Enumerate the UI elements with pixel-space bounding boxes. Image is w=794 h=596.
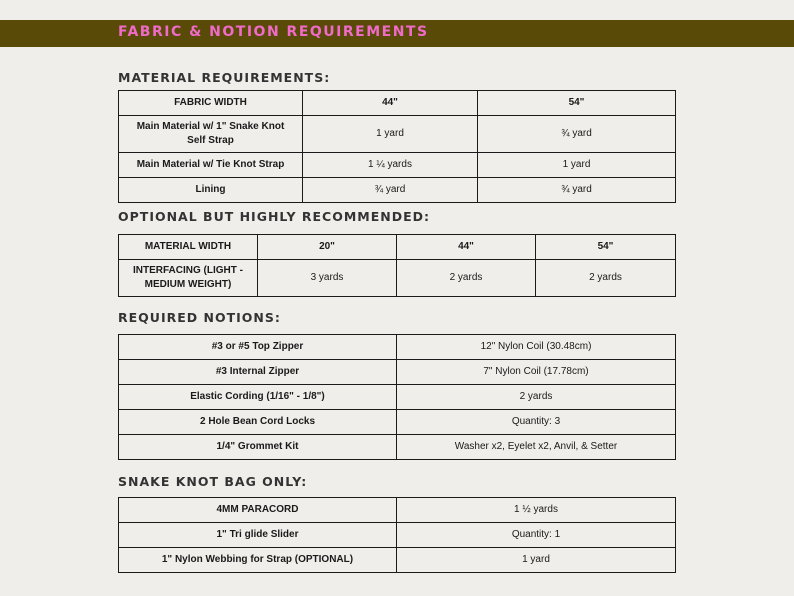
column-header: MATERIAL WIDTH (119, 235, 258, 260)
cell-value: 1 yard (303, 116, 478, 153)
table-row (119, 260, 676, 297)
row-label: Main Material w/ Tie Knot Strap (119, 153, 303, 178)
table-row (119, 523, 676, 548)
cell-value: 1 yard (397, 548, 676, 573)
section-title-snake-knot: SNAKE KNOT BAG ONLY: (118, 474, 308, 489)
row-label: Elastic Cording (1/16" - 1/8") (119, 385, 397, 410)
column-header: 54" (478, 91, 676, 116)
row-label: #3 or #5 Top Zipper (119, 335, 397, 360)
column-header: 54" (536, 235, 676, 260)
table-row (119, 360, 676, 385)
cell-value: 2 yards (536, 260, 676, 297)
material-requirements-table (118, 90, 676, 203)
row-label: 1" Nylon Webbing for Strap (OPTIONAL) (119, 548, 397, 573)
cell-value: ¾ yard (303, 178, 478, 203)
table-row (119, 178, 676, 203)
table-row (119, 153, 676, 178)
row-label: Lining (119, 178, 303, 203)
column-header: FABRIC WIDTH (119, 91, 303, 116)
table-row (119, 410, 676, 435)
table-header-row (119, 91, 676, 116)
row-label: INTERFACING (LIGHT - MEDIUM WEIGHT) (119, 260, 258, 297)
row-label: #3 Internal Zipper (119, 360, 397, 385)
column-header: 44" (303, 91, 478, 116)
row-label: 1/4" Grommet Kit (119, 435, 397, 460)
table-row (119, 498, 676, 523)
snake-knot-table (118, 497, 676, 573)
table-row (119, 335, 676, 360)
section-title-optional: OPTIONAL BUT HIGHLY RECOMMENDED: (118, 209, 430, 224)
cell-value: 1 ¼ yards (303, 153, 478, 178)
column-header: 44" (397, 235, 536, 260)
page-title: FABRIC & NOTION REQUIREMENTS (118, 24, 429, 40)
section-title-notions: REQUIRED NOTIONS: (118, 310, 281, 325)
cell-value: Quantity: 1 (397, 523, 676, 548)
cell-value: Quantity: 3 (397, 410, 676, 435)
cell-value: 7" Nylon Coil (17.78cm) (397, 360, 676, 385)
section-title-material: MATERIAL REQUIREMENTS: (118, 70, 331, 85)
cell-value: 1 yard (478, 153, 676, 178)
cell-value: 12" Nylon Coil (30.48cm) (397, 335, 676, 360)
cell-value: ¾ yard (478, 178, 676, 203)
row-label: Main Material w/ 1" Snake Knot Self Strap (119, 116, 303, 153)
notions-table (118, 334, 676, 460)
cell-value: Washer x2, Eyelet x2, Anvil, & Setter (397, 435, 676, 460)
row-label: 1" Tri glide Slider (119, 523, 397, 548)
cell-value: 1 ½ yards (397, 498, 676, 523)
cell-value: 3 yards (258, 260, 397, 297)
column-header: 20" (258, 235, 397, 260)
table-row (119, 116, 676, 153)
table-row (119, 385, 676, 410)
table-row (119, 435, 676, 460)
table-row (119, 548, 676, 573)
row-label: 2 Hole Bean Cord Locks (119, 410, 397, 435)
header-banner (0, 20, 794, 47)
row-label: 4MM PARACORD (119, 498, 397, 523)
optional-table (118, 234, 676, 297)
cell-value: 2 yards (397, 260, 536, 297)
cell-value: ¾ yard (478, 116, 676, 153)
table-header-row (119, 235, 676, 260)
cell-value: 2 yards (397, 385, 676, 410)
